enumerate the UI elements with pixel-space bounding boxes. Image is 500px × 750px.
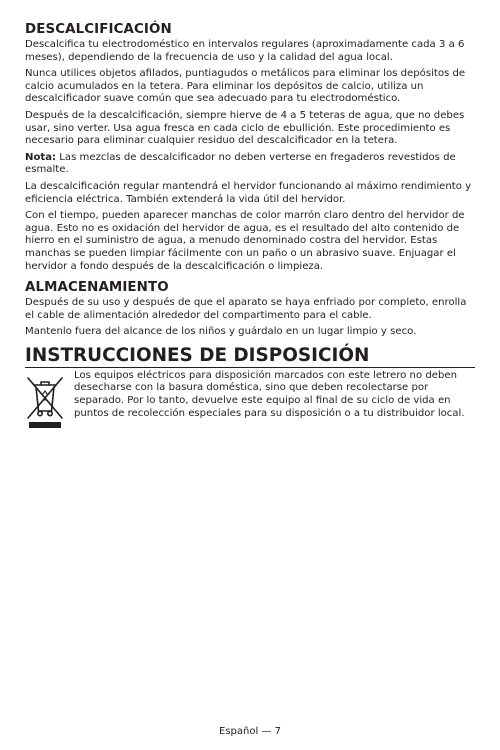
descaling-heading: DESCALCIFICACIÓN — [25, 22, 172, 37]
descaling-paragraph-rinse: Después de la descalcificación, siempre hierve de 4 a 5 teteras de agua, que no debes usar, sino verter. Usa agua fresca en cada ciclo de ebullición. Este procedimiento es necesario para eliminar cualquier residuo del descalcificador en la tetera. — [25, 109, 465, 147]
storage-paragraph-keep: Mantenlo fuera del alcance de los niños y guárdalo en un lugar limpio y seco. — [25, 326, 417, 338]
descaling-note — [25, 152, 475, 177]
storage-heading: ALMACENAMIENTO — [25, 280, 169, 296]
descaling-paragraph-interval: Descalcifica tu electrodoméstico en intervalos regulares (aproximadamente cada 3 a 6 meses), dependiendo de la frecuencia de uso y la calidad del agua local. — [25, 39, 465, 63]
note-label: Nota: — [25, 151, 57, 163]
note-text: Las mezclas de descalcificador no deben verterse en fregaderos revestidos de esmalte. — [25, 151, 456, 176]
descaling-paragraph-tools: Nunca utilices objetos afilados, puntiagudos o metálicos para eliminar los depósitos de calcio acumulados en la tetera. Para eliminar los depósitos de calcio, utiliza un descalcificador suave común que sea adecuado para tu electrodoméstico. — [25, 68, 466, 105]
descaling-paragraph-stains: Con el tiempo, pueden aparecer manchas de color marrón claro dentro del hervidor de agua. Esto no es oxidación del hervidor de agua, es el resultado del alto contenido de hierro en el suministro de agua, a menudo denominado costra del hervidor. Estas manchas se pueden limpiar fácilmente con un paño o un abrasivo suave. Enjuagar el hervidor a fondo después de la descalcificación o limpieza. — [25, 210, 465, 272]
disposal-heading: INSTRUCCIONES DE DISPOSICIÓN — [25, 345, 475, 368]
storage-paragraph-cable: Después de su uso y después de que el aparato se haya enfriado por completo, enrolla el cable de alimentación alrededor del compartimento para el cable. — [25, 297, 467, 321]
disposal-section — [25, 370, 475, 431]
descaling-paragraph-benefits: La descalcificación regular mantendrá el hervidor funcionando al máximo rendimiento y eficiencia eléctrica. También extenderá la vida útil del hervidor. — [25, 180, 472, 205]
weee-crossed-bin-icon — [25, 373, 65, 431]
manual-page — [25, 22, 475, 431]
disposal-text: Los equipos eléctricos para disposición marcados con este letrero no deben desecharse con la basura doméstica, sino que deben recolectarse por separado. Por lo tanto, devuelve este equipo al final de su ciclo de vida en puntos de recolección especiales para su disposición o a tu distribuidor local. — [74, 369, 465, 419]
page-footer: Español — 7 — [219, 726, 281, 737]
